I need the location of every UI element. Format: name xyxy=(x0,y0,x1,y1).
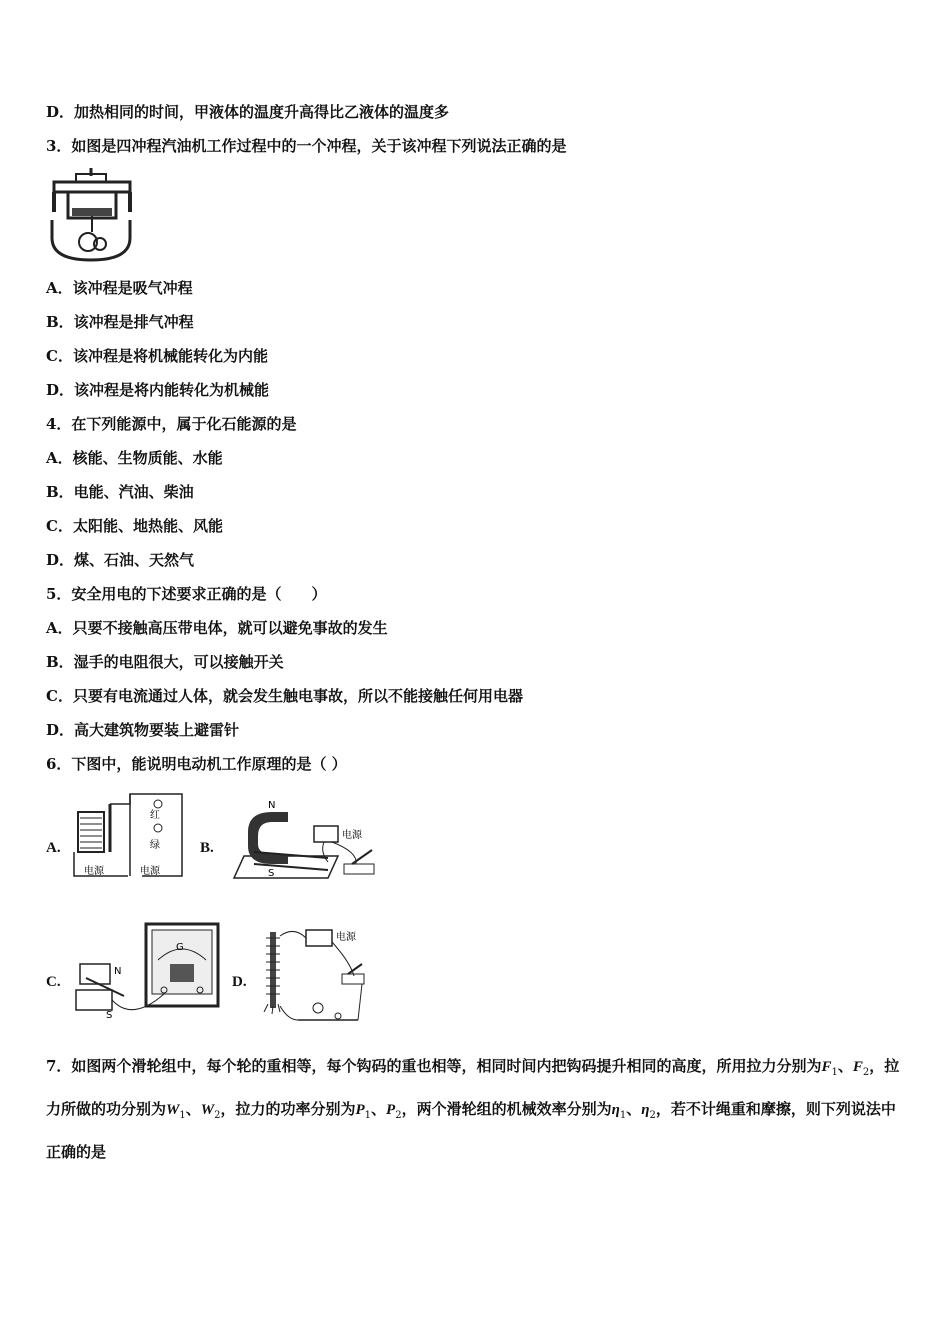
sep-3: 、 xyxy=(371,1100,387,1118)
label-galvanometer: G xyxy=(176,942,184,953)
q6-figure-d-electromagnet xyxy=(258,922,373,1026)
q7-text-2: ，拉力所做的功分别为 xyxy=(46,1057,900,1118)
q6-stem: 6．下图中，能说明电动机工作原理的是（ ） xyxy=(46,755,347,773)
label-south-c: S xyxy=(106,1010,113,1021)
q3-option-c: C．该冲程是将机械能转化为内能 xyxy=(46,347,268,365)
var-P1: P xyxy=(355,1102,365,1118)
q5-option-d: D．高大建筑物要装上避雷针 xyxy=(46,721,240,739)
q7-stem xyxy=(46,1048,908,1171)
q5-stem: 5．安全用电的下述要求正确的是（ ） xyxy=(46,585,327,603)
q7-text-5: ，若不计绳重和摩擦，则下列说法中正确的是 xyxy=(46,1100,896,1161)
q4-option-b: B．电能、汽油、柴油 xyxy=(46,483,194,501)
q2-option-d: D．加热相同的时间，甲液体的温度升高得比乙液体的温度多 xyxy=(46,103,450,121)
q6-label-c: C. xyxy=(46,974,61,990)
q5-option-b: B．湿手的电阻很大，可以接触开关 xyxy=(46,653,284,671)
sep-4: 、 xyxy=(626,1100,642,1118)
q7-text-4: ，两个滑轮组的机械效率分别为 xyxy=(401,1100,612,1118)
var-W2: W xyxy=(200,1102,215,1118)
var-F2: F xyxy=(852,1059,863,1075)
sub-2b: 2 xyxy=(214,1110,221,1121)
q7-text-1: 7．如图两个滑轮组中，每个轮的重相等，每个钩码的重也相等，相同时间内把钩码提升相同的高度，所用拉力分别为 xyxy=(46,1057,822,1075)
var-F1: F xyxy=(821,1059,832,1075)
q3-option-d: D．该冲程是将内能转化为机械能 xyxy=(46,381,270,399)
sub-2d: 2 xyxy=(649,1110,656,1121)
q4-option-a: A．核能、生物质能、水能 xyxy=(46,449,223,467)
q5-option-a: A．只要不接触高压带电体，就可以避免事故的发生 xyxy=(46,619,388,637)
sub-2c: 2 xyxy=(395,1110,402,1121)
q6-label-b: B. xyxy=(200,840,214,856)
q4-stem: 4．在下列能源中，属于化石能源的是 xyxy=(46,415,297,433)
label-power-a1: 电源 xyxy=(84,866,104,877)
q3-option-b: B．该冲程是排气冲程 xyxy=(46,313,194,331)
label-red: 红 xyxy=(150,810,160,821)
q4-option-c: C．太阳能、地热能、风能 xyxy=(46,517,223,535)
sub-1a: 1 xyxy=(831,1067,838,1078)
sub-1d: 1 xyxy=(619,1110,627,1121)
q6-figure-b-magnet-rails xyxy=(228,792,383,884)
q7-text-3: ，拉力的功率分别为 xyxy=(220,1100,356,1118)
label-north-c: N xyxy=(114,966,122,977)
engine-stroke-figure xyxy=(46,168,136,262)
q3-stem: 3．如图是四冲程汽油机工作过程中的一个冲程，关于该冲程下列说法正确的是 xyxy=(46,137,567,155)
sub-1b: 1 xyxy=(179,1110,186,1121)
q5-option-c: C．只要有电流通过人体，就会发生触电事故，所以不能接触任何用电器 xyxy=(46,687,523,705)
sep-2: 、 xyxy=(185,1100,201,1118)
label-north: N xyxy=(268,800,276,811)
q3-option-a: A．该冲程是吸气冲程 xyxy=(46,279,193,297)
sub-2a: 2 xyxy=(862,1067,870,1078)
q6-label-a: A. xyxy=(46,840,61,856)
q6-label-d: D. xyxy=(232,974,247,990)
sep-1: 、 xyxy=(837,1057,853,1075)
label-power-a2: 电源 xyxy=(140,866,160,877)
label-power-d: 电源 xyxy=(336,932,356,943)
label-south: S xyxy=(268,868,275,879)
var-eta2: η xyxy=(641,1102,650,1118)
q4-option-d: D．煤、石油、天然气 xyxy=(46,551,195,569)
label-green: 绿 xyxy=(150,840,160,851)
var-eta1: η xyxy=(611,1102,620,1118)
var-P2: P xyxy=(386,1102,396,1118)
label-power-b: 电源 xyxy=(342,830,362,841)
var-W1: W xyxy=(166,1102,180,1118)
q6-figure-a-electromagnetic-relay xyxy=(70,790,185,882)
sub-1c: 1 xyxy=(364,1110,372,1121)
q6-figure-c-galvanometer xyxy=(72,920,232,1024)
